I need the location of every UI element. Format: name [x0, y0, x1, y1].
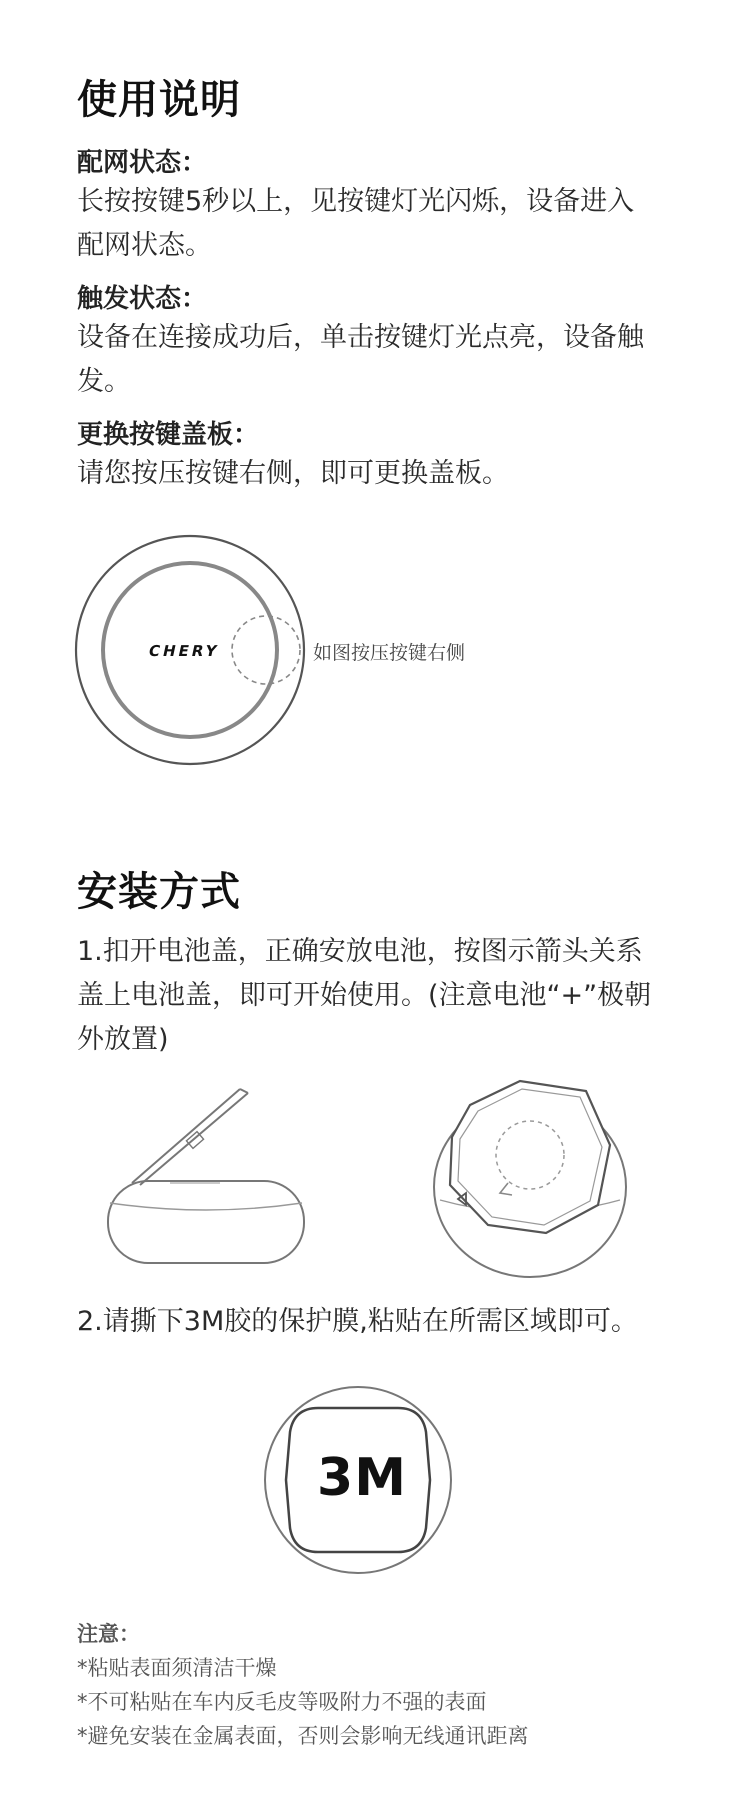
step1-text-2: 盖上电池盖，即可开始使用。(注意电池“+”极朝 [77, 980, 652, 1011]
step2-text-1: 2.请撕下3M胶的保护膜,粘贴在所需区域即可。 [77, 1306, 638, 1337]
step1-text-1: 1.扣开电池盖，正确安放电池，按图示箭头关系 [77, 936, 643, 967]
pairing-text-2: 配网状态。 [77, 230, 212, 261]
trigger-text-2: 发。 [77, 366, 131, 397]
instructions-title: 使用说明 [77, 77, 241, 123]
battery-cover-open-illustration [100, 1085, 320, 1275]
install-title: 安装方式 [77, 869, 241, 915]
chery-logo: CHERY [147, 642, 222, 660]
adhesive-3m-label: 3M [317, 1448, 407, 1508]
note-item: *不可粘贴在车内反毛皮等吸附力不强的表面 [77, 1690, 487, 1714]
step1-text-3: 外放置) [77, 1024, 169, 1055]
trigger-label: 触发状态： [77, 284, 208, 314]
cover-text-1: 请您按压按键右侧，即可更换盖板。 [77, 458, 509, 489]
battery-cover-rotate-illustration [428, 1075, 638, 1285]
pairing-label: 配网状态： [77, 148, 208, 178]
press-callout: 如图按压按键右侧 [313, 642, 466, 664]
pairing-text-1: 长按按键5秒以上，见按键灯光闪烁，设备进入 [77, 186, 635, 217]
trigger-text-1: 设备在连接成功后，单击按键灯光点亮，设备触 [77, 322, 644, 353]
notes-title: 注意： [77, 1622, 140, 1646]
cover-label: 更换按键盖板： [77, 420, 260, 450]
note-item: *避免安装在金属表面，否则会影响无线通讯距离 [77, 1724, 529, 1748]
note-item: *粘贴表面须清洁干燥 [77, 1656, 277, 1680]
